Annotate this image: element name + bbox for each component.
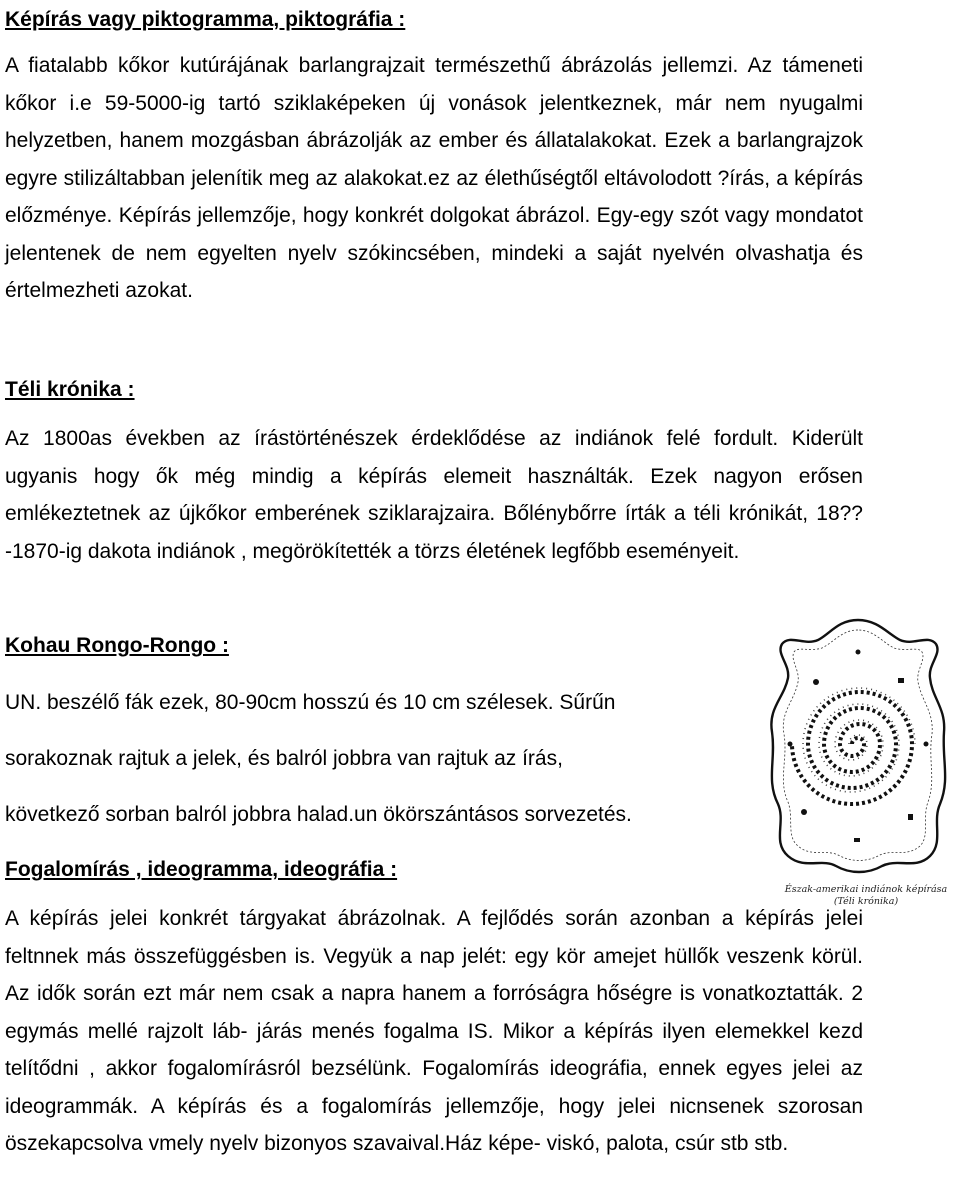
heading-fogalomiras: Fogalomírás , ideogramma, ideográfia : (5, 858, 398, 881)
kohau-line-2: sorakoznak rajtuk a jelek, és balról jobbra van rajtuk az írás, (5, 747, 563, 770)
paragraph-kepiras: A fiatalabb kőkor kutúrájának barlangrajzait természethű ábrázolás jellemzi. Az támeneti kőkor i.e 59-5000-ig tartó sziklaképeken új vonások jelentkeznek, már nem nyugalmi helyzetben, hanem mozgásban ábrázolják az ember és állatalakokat. Ezek a barlangrajzok egyre stilizáltabban jelenítik meg az alakokat.ez az élethűségtől eltávolodott ?írás, a képírás előzménye. Képírás jellemzője, hogy konkrét dolgokat ábrázol. Egy-egy szót vagy mondatot jelentenek de nem egyelten nyelv szókincsében, mindeki a saját nyelvén olvashatja és értelmezheti azokat. (5, 54, 863, 302)
heading-kepiras: Képírás vagy piktogramma, piktográfia : (5, 8, 406, 31)
heading-kohau-rongo-rongo: Kohau Rongo-Rongo : (5, 634, 229, 657)
figure-caption-line-1: Észak-amerikai indiánok képírása (784, 884, 948, 895)
winter-count-figure (760, 612, 956, 912)
figure-caption-line-2: (Téli krónika) (833, 896, 899, 907)
winter-count-hide-drawing (760, 612, 956, 882)
paragraph-fogalomiras: A képírás jelei konkrét tárgyakat ábrázolnak. A fejlődés során azonban a képírás jelei feltnnek más összefüggésben is. Vegyük a nap jelét: egy kör amejet hüllők veszenk körül. Az idők során ezt már nem csak a napra hanem a forróságra hőségre is vonatkoztatták. 2 egymás mellé rajzolt láb- járás menés fogalma IS. Mikor a képírás ilyen elemekkel kezd telítődni , akkor fogalomírásról bezsélünk. Fogalomírás ideográfia, ennek egyes jelei az ideogrammák. A képírás és a fogalomírás jellemzője, hogy jelei nicnsenek szorosan öszekapcsolva vmely nyelv bizonyos szavaival.Ház képe- viskó, palota, csúr stb stb. (5, 907, 863, 1155)
kohau-line-3: következő sorban balról jobbra halad.un ökörszántásos sorvezetés. (5, 803, 632, 826)
paragraph-teli-kronika: Az 1800as években az írástörténészek érdeklődése az indiánok felé fordult. Kiderült ugyanis hogy ők még mindig a képírás elemeit használták. Ezek nagyon erősen emlékeztetnek az újkőkor emberének sziklarajzaira. Bőlénybőrre írták a téli krónikát, 18??-1870-ig dakota indiánok , megörökítették a törzs életének legfőbb eseményeit. (5, 427, 863, 563)
figure-caption (776, 884, 956, 908)
heading-teli-kronika: Téli krónika : (5, 378, 135, 401)
kohau-line-1: UN. beszélő fák ezek, 80-90cm hosszú és 10 cm szélesek. Sűrűn (5, 691, 616, 714)
